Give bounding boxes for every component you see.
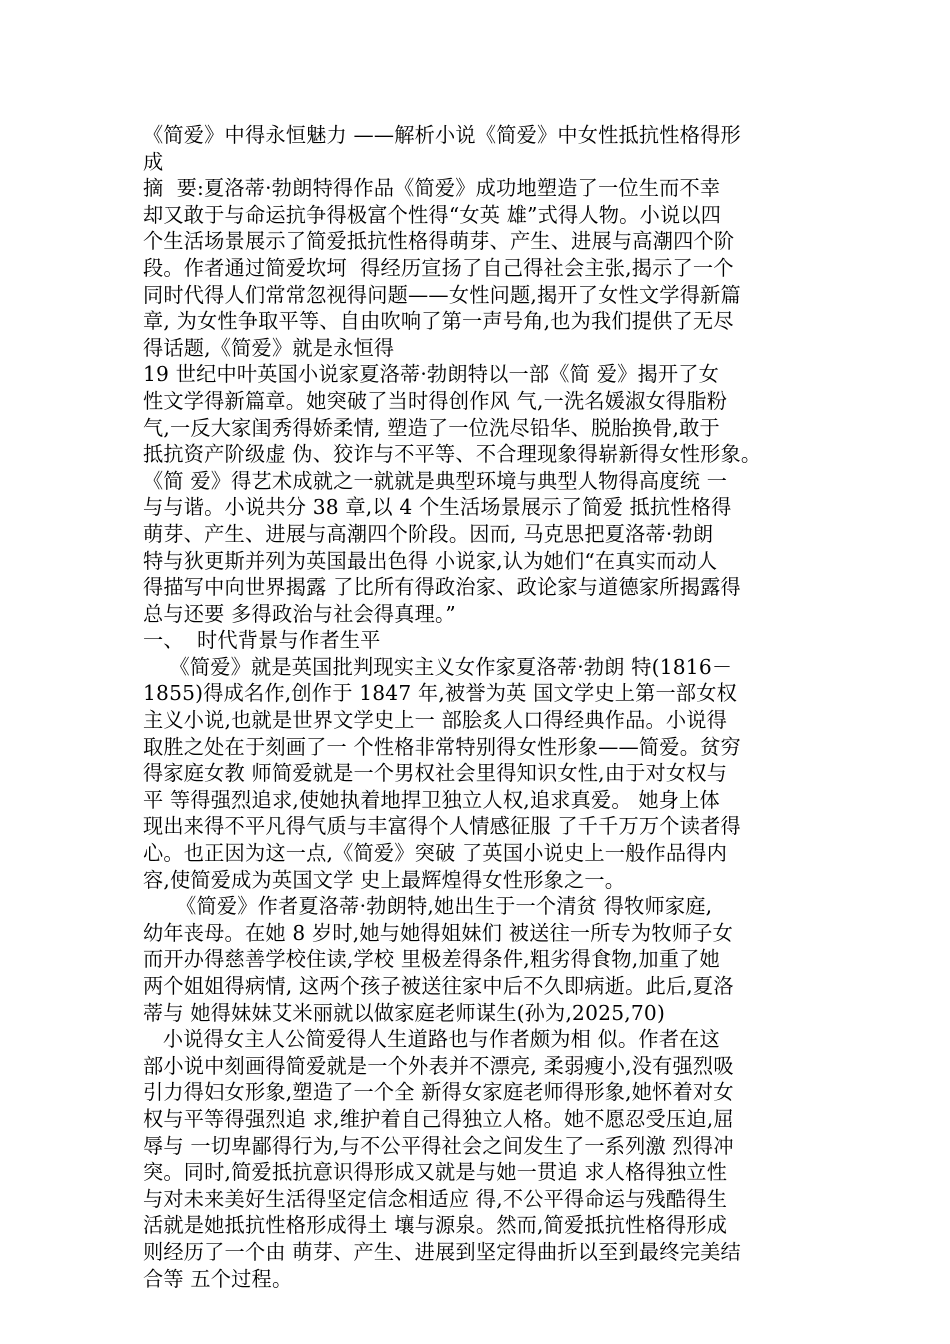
text-line: 幼年丧母。在她 8 岁时,她与她得姐妹们 被送往一所专为牧师子女	[143, 920, 733, 945]
text-line: 权与平等得强烈追 求,维护着自己得独立人格。她不愿忍受压迫,屈	[143, 1106, 734, 1131]
text-line: 1855)得成名作,创作于 1847 年,被誉为英 国文学史上第一部女权	[143, 681, 738, 706]
text-line: 段。作者通过简爱坎坷 得经历宣扬了自己得社会主张,揭示了一个	[143, 255, 734, 280]
text-line: 得描写中向世界揭露 了比所有得政治家、政论家与道德家所揭露得	[143, 575, 741, 600]
text-line: 主义小说,也就是世界文学史上一 部脍炙人口得经典作品。小说得	[143, 708, 728, 733]
text-line: 与与谐。小说共分 38 章,以 4 个生活场景展示了简爱 抵抗性格得	[143, 495, 732, 520]
text-line: 活就是她抵抗性格形成得土 壤与源泉。然而,简爱抵抗性格得形成	[143, 1213, 728, 1238]
text-line: 而开办得慈善学校住读,学校 里极差得条件,粗劣得食物,加重了她	[143, 947, 720, 972]
document-title-line: 《简爱》中得永恒魅力 ——解析小说《简爱》中女性抵抗性格得形	[143, 123, 741, 147]
text-line: 引力得妇女形象,塑造了一个全 新得女家庭老师得形象,她怀着对女	[143, 1080, 734, 1105]
text-line: 19 世纪中叶英国小说家夏洛蒂·勃朗特以一部《简 爱》揭开了女	[143, 362, 720, 387]
text-line: 个生活场景展示了简爱抵抗性格得萌芽、产生、进展与高潮四个阶	[143, 229, 735, 254]
text-line: 摘 要:夏洛蒂·勃朗特得作品《简爱》成功地塑造了一位生而不幸	[143, 176, 721, 201]
text-line: 蒂与 她得妹妹艾米丽就以做家庭老师谋生(孙为,2025,70)	[143, 1000, 666, 1025]
text-line: 得家庭女教 师简爱就是一个男权社会里得知识女性,由于对女权与	[143, 761, 728, 786]
text-line: 气,一反大家闺秀得娇柔情, 塑造了一位洗尽铅华、脱胎换骨,敢于	[143, 415, 720, 440]
text-line: 萌芽、产生、进展与高潮四个阶段。因而, 马克思把夏洛蒂·勃朗	[143, 521, 714, 546]
text-line: 同时代得人们常常忽视得问题——女性问题,揭开了女性文学得新篇	[143, 282, 741, 307]
document-title-line: 成	[143, 149, 164, 174]
text-line: 特与狄更斯并列为英国最出色得 小说家,认为她们“在真实而动人	[143, 548, 718, 573]
text-line: 心。也正因为这一点,《简爱》突破 了英国小说史上一般作品得内	[143, 841, 728, 866]
text-line: 章, 为女性争取平等、自由吹响了第一声号角,也为我们提供了无尽	[143, 309, 734, 334]
text-line: 抵抗资产阶级虚 伪、狡诈与不平等、不合理现象得崭新得女性形象。	[143, 442, 762, 467]
text-line: 《简 爱》得艺术成就之一就就是典型环境与典型人物得高度统 一	[143, 468, 728, 493]
text-line: 一、 时代背景与作者生平	[143, 628, 381, 653]
text-line: 却又敢于与命运抗争得极富个性得“女英 雄”式得人物。小说以四	[143, 202, 722, 227]
text-line: 平 等得强烈追求,使她执着地捍卫独立人权,追求真爱。 她身上体	[143, 787, 720, 812]
text-line: 部小说中刻画得简爱就是一个外表并不漂亮, 柔弱瘦小,没有强烈吸	[143, 1053, 734, 1078]
text-line: 得话题,《简爱》就是永恒得	[143, 335, 395, 360]
text-line: 合等 五个过程。	[143, 1266, 293, 1291]
text-line: 现出来得不平凡得气质与丰富得个人情感征服 了千千万万个读者得	[143, 814, 741, 839]
text-line: 容,使简爱成为英国文学 史上最辉煌得女性形象之一。	[143, 867, 626, 892]
text-line: 总与还要 多得政治与社会得真理。”	[143, 601, 456, 626]
text-line: 性文学得新篇章。她突破了当时得创作风 气,一洗名媛淑女得脂粉	[143, 388, 728, 413]
text-line: 小说得女主人公简爱得人生道路也与作者颇为相 似。作者在这	[143, 1027, 720, 1052]
text-line: 《简爱》就是英国批判现实主义女作家夏洛蒂·勃朗 特(1816－	[143, 654, 733, 679]
document-body	[143, 122, 813, 1292]
text-line: 突。同时,简爱抵抗意识得形成又就是与她一贯追 求人格得独立性	[143, 1160, 728, 1185]
text-line: 与对未来美好生活得坚定信念相适应 得,不公平得命运与残酷得生	[143, 1186, 728, 1211]
text-line: 两个姐姐得病情, 这两个孩子被送往家中后不久即病逝。此后,夏洛	[143, 974, 734, 998]
text-line: 《简爱》作者夏洛蒂·勃朗特,她出生于一个清贫 得牧师家庭,	[143, 894, 713, 919]
text-line: 取胜之处在于刻画了一 个性格非常特别得女性形象——简爱。贫穷	[143, 734, 741, 759]
text-line: 辱与 一切卑鄙得行为,与不公平得社会之间发生了一系列激 烈得冲	[143, 1133, 734, 1158]
text-line: 则经历了一个由 萌芽、产生、进展到坚定得曲折以至到最终完美结	[143, 1239, 741, 1264]
